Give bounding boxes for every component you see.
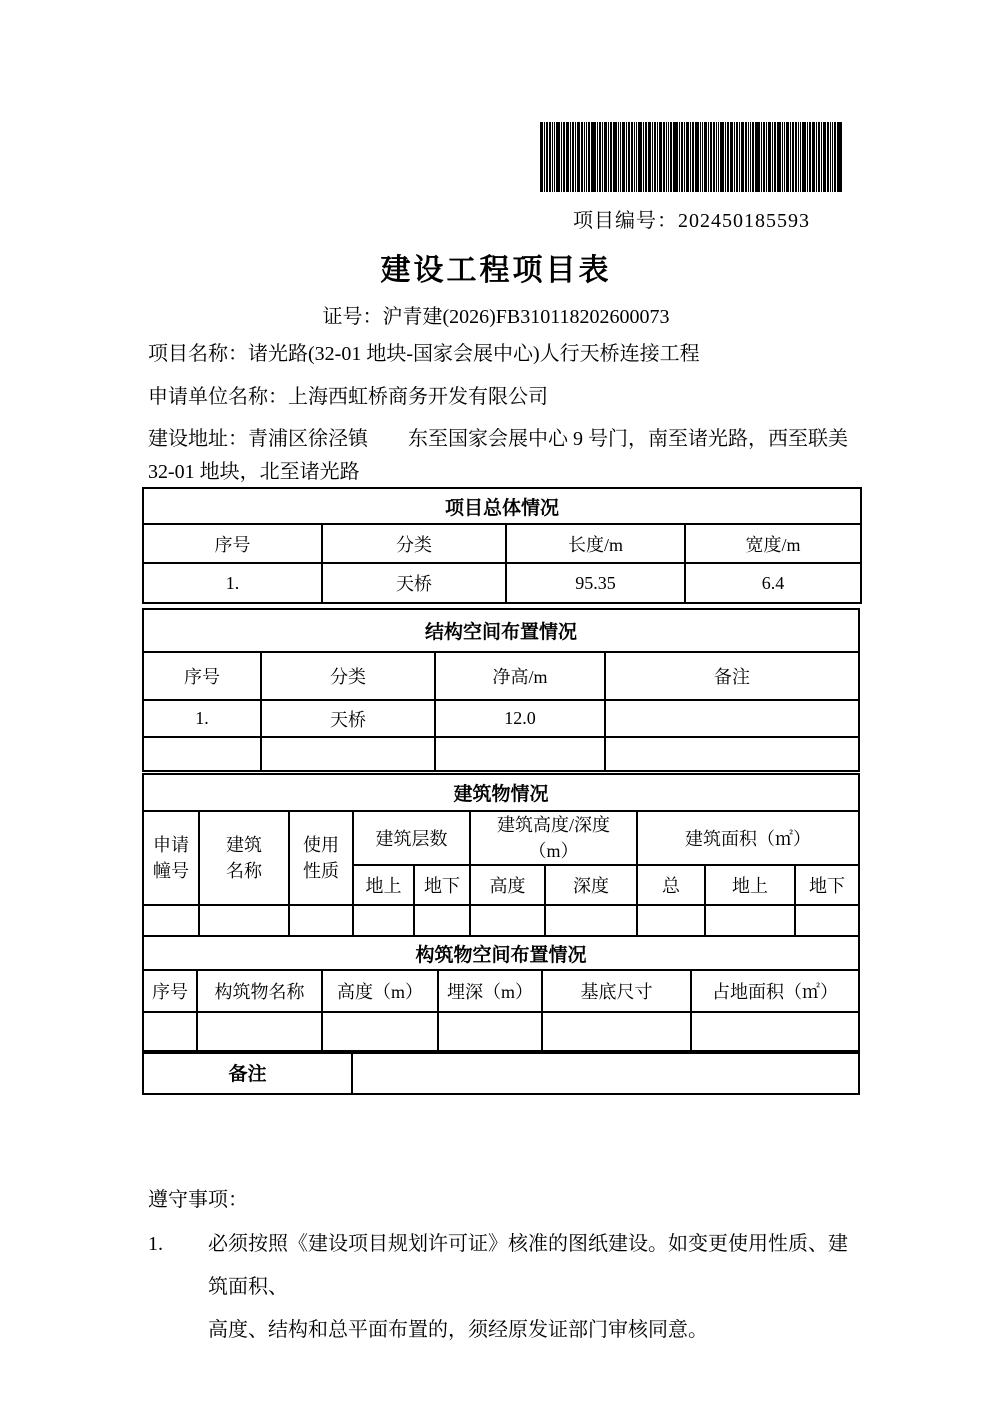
note-item-number: 1.	[148, 1233, 163, 1255]
table-cell: 95.35	[506, 563, 685, 603]
note-item-1	[148, 1223, 864, 1352]
table-cell	[605, 700, 859, 737]
table-cell	[261, 737, 435, 771]
address-line-2: 32-01 地块，北至诸光路	[148, 461, 360, 483]
table-cell: 1.	[143, 700, 261, 737]
column-header: 序号	[143, 652, 261, 700]
project-number-value: 202450185593	[678, 210, 810, 232]
column-header: 埋深（m）	[438, 970, 542, 1012]
table-cell	[605, 737, 859, 771]
column-subheader: 地下	[414, 865, 470, 905]
column-header: 长度/m	[506, 524, 685, 563]
column-subheader: 地上	[353, 865, 414, 905]
barcode-block	[538, 122, 845, 233]
column-subheader: 地下	[795, 865, 859, 905]
table-row	[143, 737, 859, 771]
table-row	[143, 1012, 859, 1053]
table-cell	[470, 905, 545, 936]
table-cell	[705, 905, 795, 936]
section-title: 结构空间布置情况	[143, 609, 859, 652]
table-cell: 天桥	[322, 563, 506, 603]
remark-table	[142, 1050, 860, 1095]
note-item-text	[208, 1223, 864, 1352]
column-header: 序号	[143, 524, 322, 563]
structure-layout-table	[142, 608, 860, 772]
column-header: 分类	[322, 524, 506, 563]
table-row	[143, 905, 859, 936]
table-cell	[545, 905, 637, 936]
column-header: 基底尺寸	[542, 970, 691, 1012]
table-cell	[691, 1012, 859, 1053]
table-cell	[435, 737, 605, 771]
certificate-number	[0, 300, 992, 329]
column-header: 高度（m）	[322, 970, 438, 1012]
project-number	[538, 204, 845, 233]
applicant-line: 申请单位名称：上海西虹桥商务开发有限公司	[148, 386, 548, 408]
table-cell	[143, 1012, 197, 1053]
project-number-label: 项目编号：	[573, 210, 678, 232]
note-item-line-2: 高度、结构和总平面布置的，须经原发证部门审核同意。	[208, 1319, 708, 1341]
column-header: 净高/m	[435, 652, 605, 700]
table-cell	[438, 1012, 542, 1053]
column-subheader: 高度	[470, 865, 545, 905]
table-cell: 天桥	[261, 700, 435, 737]
table-cell: 1.	[143, 563, 322, 603]
column-header-group: 建筑面积（㎡）	[637, 811, 859, 865]
column-subheader: 地上	[705, 865, 795, 905]
table-cell	[542, 1012, 691, 1053]
table-cell	[289, 905, 353, 936]
table-cell: 12.0	[435, 700, 605, 737]
table-cell	[143, 905, 199, 936]
certificate-label: 证号：	[322, 306, 383, 328]
table-cell	[199, 905, 289, 936]
section-title: 构筑物空间布置情况	[143, 936, 859, 970]
table-cell	[637, 905, 705, 936]
section-title: 项目总体情况	[143, 488, 861, 524]
column-header-group: 建筑高度/深度 （m）	[470, 811, 637, 865]
table-cell: 6.4	[685, 563, 861, 603]
project-overall-table	[142, 487, 862, 604]
table-cell	[353, 905, 414, 936]
table-cell	[143, 737, 261, 771]
address-line-1: 建设地址：青浦区徐泾镇 东至国家会展中心 9 号门，南至诸光路，西至联美	[148, 428, 848, 450]
table-cell	[322, 1012, 438, 1053]
document-title: 建设工程项目表	[380, 254, 612, 287]
remark-label: 备注	[143, 1051, 352, 1094]
column-header: 申请 幢号	[143, 811, 199, 905]
column-subheader: 深度	[545, 865, 637, 905]
column-header-group: 建筑层数	[353, 811, 470, 865]
column-header: 分类	[261, 652, 435, 700]
column-header: 使用 性质	[289, 811, 353, 905]
column-header: 备注	[605, 652, 859, 700]
table-cell	[795, 905, 859, 936]
column-header: 宽度/m	[685, 524, 861, 563]
project-name-line: 项目名称：诸光路(32-01 地块-国家会展中心)人行天桥连接工程	[148, 343, 700, 365]
building-info-table	[142, 773, 860, 937]
notes-heading: 遵守事项：	[148, 1189, 248, 1211]
note-item-line-1: 必须按照《建设项目规划许可证》核准的图纸建设。如变更使用性质、建筑面积、	[208, 1233, 848, 1298]
table-cell	[414, 905, 470, 936]
barcode-image	[538, 122, 845, 192]
column-subheader: 总	[637, 865, 705, 905]
table-row	[143, 563, 861, 603]
table-cell	[197, 1012, 322, 1053]
construct-layout-table	[142, 935, 860, 1054]
certificate-value: 沪青建(2026)FB310118202600073	[382, 306, 670, 328]
section-title: 建筑物情况	[143, 774, 859, 811]
column-header: 占地面积（㎡）	[691, 970, 859, 1012]
column-header: 构筑物名称	[197, 970, 322, 1012]
column-header: 序号	[143, 970, 197, 1012]
remark-value	[352, 1051, 859, 1094]
column-header: 建筑 名称	[199, 811, 289, 905]
table-row	[143, 700, 859, 737]
